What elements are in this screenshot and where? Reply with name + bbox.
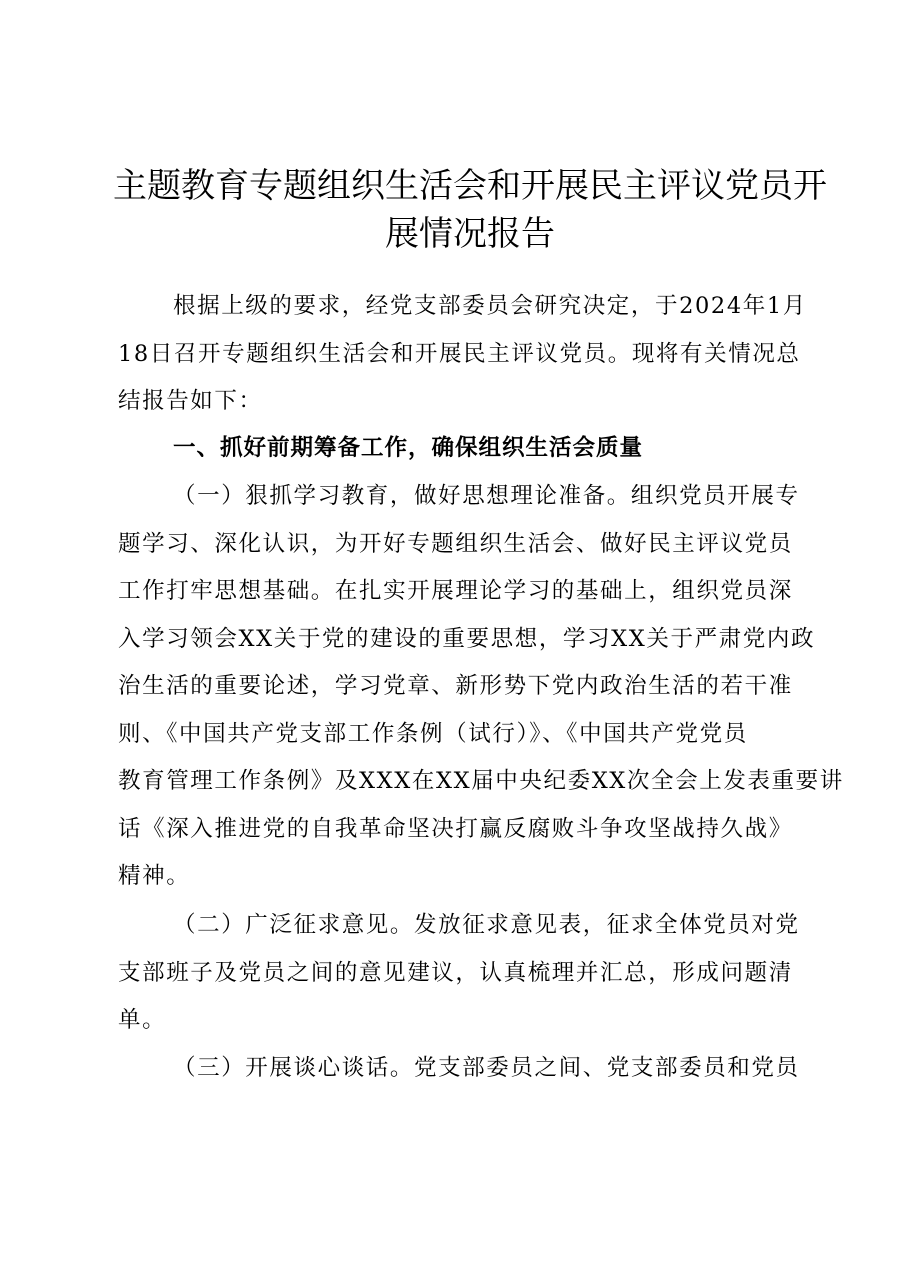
para1-line-8: 话《深入推进党的自我革命坚决打赢反腐败斗争攻坚战持久战》	[118, 815, 793, 842]
title-line-2: 展情况报告	[385, 214, 555, 254]
intro-line-2: 18日召开专题组织生活会和开展民主评议党员。现将有关情况总	[118, 340, 801, 367]
title-line-1: 主题教育专题组织生活会和开展民主评议党员开	[113, 166, 827, 206]
intro-paragraph	[118, 283, 818, 426]
paragraph-2	[118, 902, 818, 1045]
para1-line-7: 教育管理工作条例》及XXX在XX届中央纪委XX次全会上发表重要讲	[118, 768, 844, 794]
paragraph-3	[118, 1045, 818, 1093]
para2-line-1: （二）广泛征求意见。发放征求意见表，征求全体党员对党	[173, 912, 800, 938]
para1-line-2: 题学习、深化认识，为开好专题组织生活会、做好民主评议党员	[118, 530, 793, 557]
paragraph-1	[118, 473, 844, 901]
para1-line-4: 入学习领会XX关于党的建设的重要思想，学习XX关于严肃党内政	[118, 625, 816, 652]
para2-line-2: 支部班子及党员之间的意见建议，认真梳理并汇总，形成问题清	[118, 959, 793, 986]
para1-line-3: 工作打牢思想基础。在扎实开展理论学习的基础上，组织党员深	[118, 578, 793, 604]
section-heading-1: 一、抓好前期筹备工作，确保组织生活会质量	[173, 435, 644, 461]
intro-line-1: 根据上级的要求，经党支部委员会研究决定，于2024年1月	[173, 293, 807, 319]
para3-line-1: （三）开展谈心谈话。党支部委员之间、党支部委员和党员	[173, 1055, 800, 1081]
intro-line-3: 结报告如下：	[118, 388, 263, 414]
para1-line-1: （一）狠抓学习教育，做好思想理论准备。组织党员开展专	[173, 483, 800, 509]
para2-line-3: 单。	[118, 1007, 167, 1033]
para1-line-5: 治生活的重要论述，学习党章、新形势下党内政治生活的若干准	[118, 673, 793, 699]
para1-line-9: 精神。	[118, 863, 191, 889]
para1-line-6: 则、《中国共产党支部工作条例（试行）》、《中国共产党党员	[118, 720, 748, 747]
